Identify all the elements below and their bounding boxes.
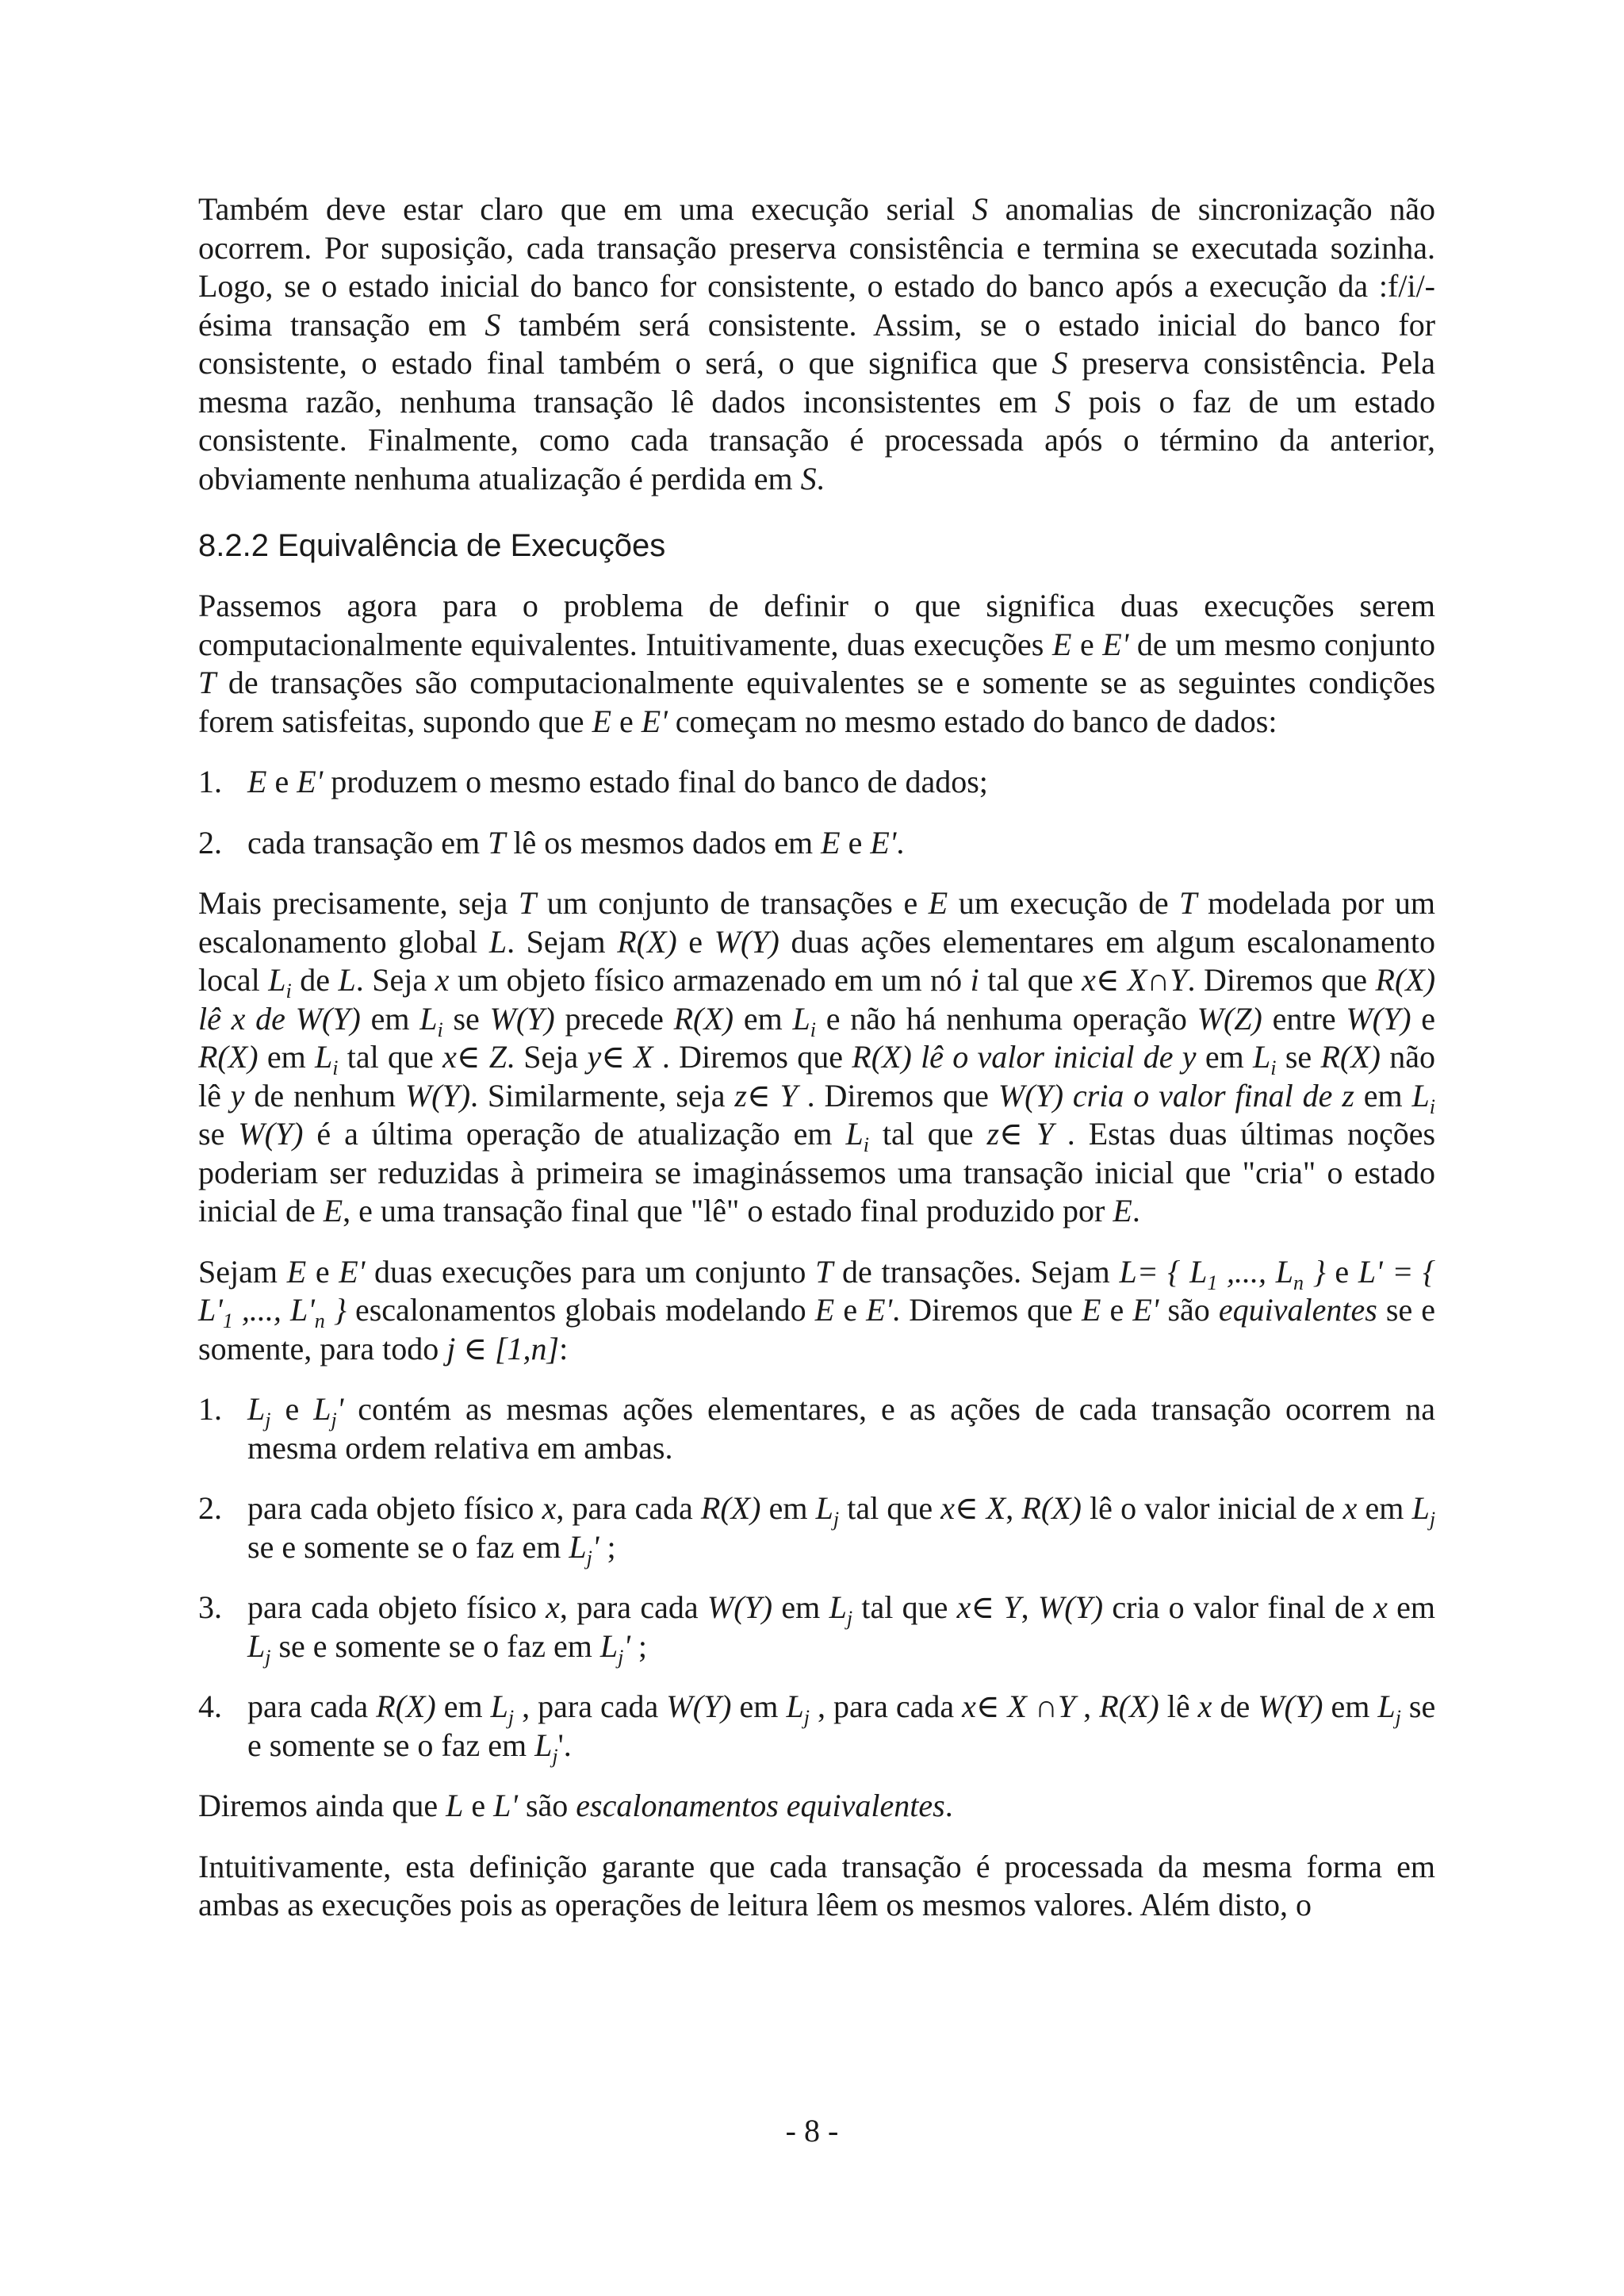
list-item: 2. para cada objeto físico x, para cada R(X) em $L_j$ tal que x∈ X, R(X) lê o valor inicial de x em $L_j$ se e somente se o faz em $L_j'$ ; — [198, 1490, 1436, 1570]
list-item: 3. para cada objeto físico x, para cada W(Y) em $L_j$ tal que x∈ Y, W(Y) cria o valor final de x em $L_j$ se e somente se o faz em $L_j'$ ; — [198, 1589, 1435, 1669]
paragraph-equivalent-schedules: Diremos ainda que L e L' são escalonamentos equivalentes. — [198, 1788, 953, 1823]
list-item: 1. E e E' produzem o mesmo estado final do banco de dados; — [198, 764, 988, 799]
paragraph-equivalent-executions: Sejam E e E' duas execuções para um conjunto T de transações. Sejam L= { $L_1$ ,..., $L_n$ } e L' = { $L'_1$ ,..., $L'_n$ } escalonamentos globais modelando E e E'. Diremos que E e E' são equivalentes se e somente, para todo j ∈ [1,n]: — [198, 1253, 1436, 1366]
list-item: 2. cada transação em T lê os mesmos dados em E e E'. — [198, 824, 905, 861]
paragraph-serial-execution: Também deve estar claro que em uma execução serial S anomalias de sincronização não ocorrem. Por suposição, cada transação preserva consistência e termina se executada sozinha. Logo, se o estado inicial do banco for consistente, o estado do banco após a execução da :f/i/-ésima transação em S também será consistente. Assim, se o estado inicial do banco for consistente, o estado final também o será, o que significa que S preserva consistência. Pela mesma razão, nenhuma transação lê dados inconsistentes em S pois o faz de um estado consistente. Finalmente, como cada transação é processada após o término da anterior, obviamente nenhuma atualização é perdida em S. — [198, 191, 1436, 496]
paragraph-definitions: Mais precisamente, seja T um conjunto de transações e E um execução de T modelada por um escalonamento global L. Sejam R(X) e W(Y) duas ações elementares em algum escalonamento local $L_i$ de L. Seja x um objeto físico armazenado em um nó i tal que x∈ X∩Y. Diremos que R(X) lê x de W(Y) em $L_i$ se W(Y) precede R(X) em $L_i$ e não há nenhuma operação W(Z) entre W(Y) e R(X) em $L_i$ tal que x∈ Z. Seja y∈ X . Diremos que R(X) lê o valor inicial de y em $L_i$ se R(X) não lê y de nenhum W(Y). Similarmente, seja z∈ Y . Diremos que W(Y) cria o valor final de z em $L_i$ se W(Y) é a última operação de atualização em $L_i$ tal que z∈ Y . Estas duas últimas noções poderiam ser reduzidas à primeira se imaginássemos uma transação inicial que "cria" o estado inicial de E, e uma transação final que "lê" o estado final produzido por E. — [198, 885, 1436, 1228]
page-number: - 8 - — [785, 2113, 839, 2148]
list-item: 4. para cada R(X) em $L_j$ , para cada W(Y) em $L_j$ , para cada x∈ X ∩Y , R(X) lê x de W(Y) em $L_j$ se e somente se o faz em $L_j'$. — [198, 1688, 1436, 1768]
paragraph-intuition: Intuitivamente, esta definição garante que cada transação é processada da mesma forma em ambas as execuções pois as operações de leitura lêem os mesmos valores. Além disto, o — [198, 1848, 1435, 1922]
paragraph-equivalence-intro: Passemos agora para o problema de definir o que significa duas execuções serem computacionalmente equivalentes. Intuitivamente, duas execuções E e E' de um mesmo conjunto T de transações são computacionalmente equivalentes se e somente se as seguintes condições forem satisfeitas, supondo que E e E' começam no mesmo estado do banco de dados: — [198, 588, 1436, 739]
section-heading: 8.2.2 Equivalência de Execuções — [198, 528, 666, 563]
document-page — [198, 190, 1435, 1947]
list-item: 1. $L_j$ e $L_j'$ contém as mesmas ações elementares, e as ações de cada transação ocorrem na mesma ordem relativa em ambas. — [198, 1391, 1435, 1466]
